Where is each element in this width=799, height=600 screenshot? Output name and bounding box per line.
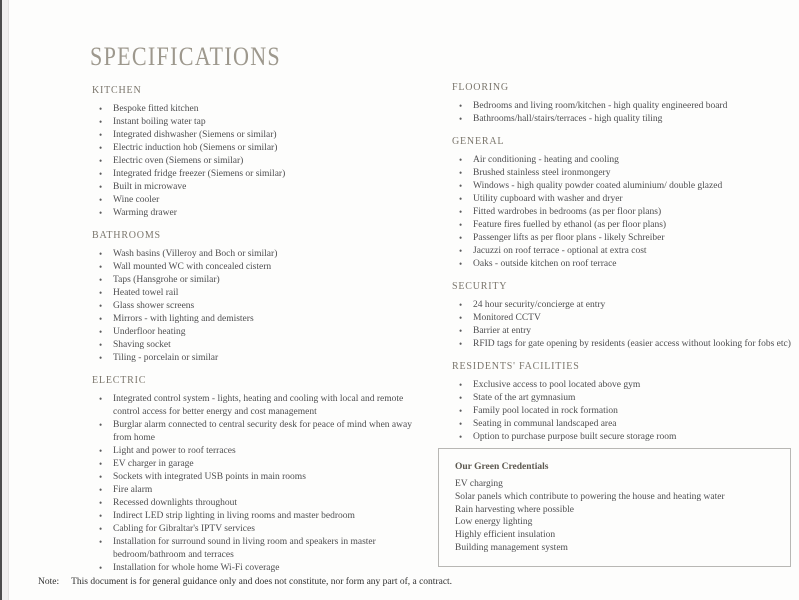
spec-item: • Light and power to roof terraces [92,445,432,458]
spec-item: • Heated towel rail [92,287,432,300]
spec-item: • 24 hour security/concierge at entry [452,299,798,312]
green-credential-item: EV charging [455,479,503,489]
green-credentials-list [455,478,774,555]
spec-list [92,248,432,365]
spec-list [452,154,798,271]
spec-item: • Family pool located in rock formation [452,405,798,418]
spec-item: • Monitored CCTV [452,312,798,325]
spec-item: • Sockets with integrated USB points in main rooms [92,471,432,484]
spec-item: • Instant boiling water tap [92,116,432,129]
spec-section-flooring [452,82,798,126]
spec-item: • Bespoke fitted kitchen [92,103,432,116]
spec-item: • Air conditioning - heating and cooling [452,154,798,167]
spec-item: • Recessed downlights throughout [92,497,432,510]
spec-item: • Installation for whole home Wi-Fi coverage [92,562,432,575]
note [38,576,778,588]
spec-section-bathrooms [92,230,432,365]
spec-item: • Option to purchase purpose built secure storage room [452,431,798,444]
spec-item: • Mirrors - with lighting and demisters [92,313,432,326]
spec-item: • Fire alarm [92,484,432,497]
spec-item: • Exclusive access to pool located above gym [452,379,798,392]
spec-item: • Installation for surround sound in living room and speakers in master bedroom/bathroom and terraces [92,536,432,562]
spec-item: • Shaving socket [92,339,432,352]
spec-list [92,103,432,220]
spec-section-security [452,281,798,351]
spec-item: • Wine cooler [92,194,432,207]
spec-item: • Built in microwave [92,181,432,194]
spec-item: • Burglar alarm connected to central security desk for peace of mind when away from home [92,419,432,445]
spec-item: • Glass shower screens [92,300,432,313]
right-column [452,82,798,454]
spec-list [452,299,798,351]
spec-item: • Underfloor heating [92,326,432,339]
spec-list [92,393,432,575]
spec-item: • Cabling for Gibraltar's IPTV services [92,523,432,536]
spec-item: • Wash basins (Villeroy and Boch or similar) [92,248,432,261]
note-label: Note: [38,577,60,587]
spec-item: • EV charger in garage [92,458,432,471]
section-heading: GENERAL [452,136,505,147]
spec-item: • Bathrooms/hall/stairs/terraces - high quality tiling [452,113,798,126]
green-credential-item: Building management system [455,542,568,553]
spec-item: • Passenger lifts as per floor plans - likely Schreiber [452,232,798,245]
spec-item: • Barrier at entry [452,325,798,338]
green-credential-item: Solar panels which contribute to powering the house and heating water [455,491,725,502]
spec-item: • Taps (Hansgrohe or similar) [92,274,432,287]
spec-item: • Utility cupboard with washer and dryer [452,193,798,206]
left-column [92,85,432,585]
spec-list [452,379,798,444]
spec-section-kitchen [92,85,432,220]
spec-item: • Fitted wardrobes in bedrooms (as per floor plans) [452,206,798,219]
section-heading: BATHROOMS [92,230,161,241]
section-heading: SECURITY [452,281,508,292]
spec-item: • Warming drawer [92,207,432,220]
section-heading: RESIDENTS' FACILITIES [452,361,580,372]
spec-item: • Electric induction hob (Siemens or similar) [92,142,432,155]
spec-item: • Oaks - outside kitchen on roof terrace [452,258,798,271]
spec-item: • Tiling - porcelain or similar [92,352,432,365]
spec-item: • Brushed stainless steel ironmongery [452,167,798,180]
note-text: This document is for general guidance only and does not constitute, nor form any part of, a contract. [71,577,453,587]
green-credentials-box [438,448,791,567]
spec-item: • Integrated fridge freezer (Siemens or similar) [92,168,432,181]
green-credential-item: Low energy lighting [455,517,533,528]
green-credential-item: Highly efficient insulation [455,530,556,541]
page-left-edge [0,0,9,600]
spec-section-electric [92,375,432,575]
section-heading: ELECTRIC [92,375,147,386]
spec-item: • RFID tags for gate opening by residents (easier access without looking for fobs etc) [452,338,798,351]
section-heading: KITCHEN [92,85,142,96]
spec-section-general [452,136,798,271]
spec-item: • Electric oven (Siemens or similar) [92,155,432,168]
spec-item: • Seating in communal landscaped area [452,418,798,431]
green-credentials-title: Our Green Credentials [455,462,549,472]
page-title: SPECIFICATIONS [90,42,282,71]
section-heading: FLOORING [452,82,509,93]
spec-item: • Integrated dishwasher (Siemens or similar) [92,129,432,142]
spec-item: • Integrated control system - lights, heating and cooling with local and remote control access for better energy and cost management [92,393,432,419]
green-credential-item: Rain harvesting where possible [455,504,574,515]
spec-item: • Feature fires fuelled by ethanol (as per floor plans) [452,219,798,232]
spec-section-residents-facilities [452,361,798,444]
spec-item: • State of the art gymnasium [452,392,798,405]
spec-item: • Bedrooms and living room/kitchen - high quality engineered board [452,100,798,113]
spec-item: • Indirect LED strip lighting in living rooms and master bedroom [92,510,432,523]
spec-list [452,100,798,126]
spec-item: • Jacuzzi on roof terrace - optional at extra cost [452,245,798,258]
spec-item: • Windows - high quality powder coated aluminium/ double glazed [452,180,798,193]
spec-item: • Wall mounted WC with concealed cistern [92,261,432,274]
